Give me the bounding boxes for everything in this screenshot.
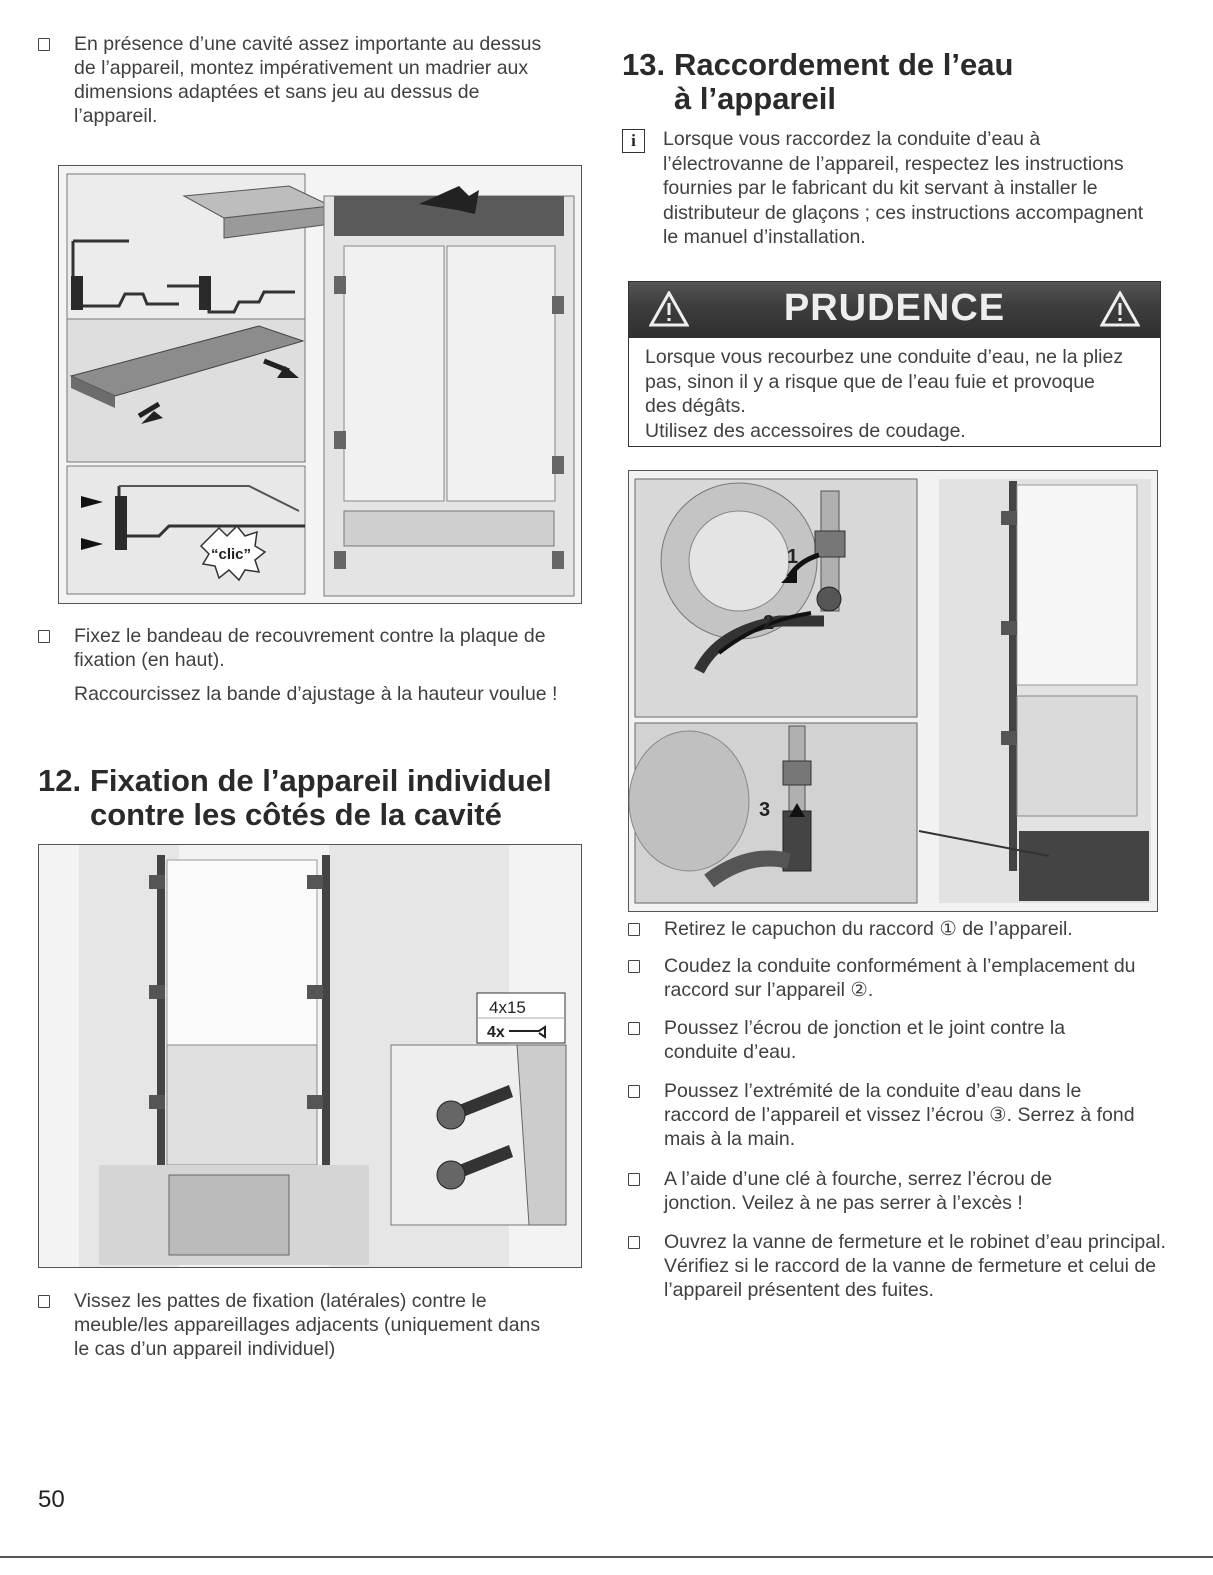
- caution-text-1: Lorsque vous recourbez une conduite d’eau, ne la pliez pas, sinon il y a risque que de l’eau fuie et provoque des dégâts.: [645, 346, 1124, 417]
- caution-header: [629, 282, 1160, 338]
- callout-2: 2: [763, 612, 775, 634]
- caution-box: [628, 281, 1161, 447]
- figure-side-fixing: [38, 844, 582, 1268]
- checkbox-bullet-icon: [38, 38, 50, 51]
- caution-body: [629, 338, 1160, 446]
- step-item: [628, 1230, 1168, 1302]
- step-text: Poussez l’écrou de jonction et le joint contre la conduite d’eau.: [664, 1017, 1066, 1063]
- step-text: Coudez la conduite conformément à l’emplacement du raccord sur l’appareil ②.: [664, 955, 1136, 1001]
- checkbox-bullet-icon: [628, 1085, 640, 1098]
- step-item: [628, 954, 1168, 1002]
- intro-text: En présence d’une cavité assez importante au dessus de l’appareil, montez impérativement un madrier aux dimensions adaptées et sans jeu au dessus de l’appareil.: [74, 33, 542, 127]
- step-text: Ouvrez la vanne de fermeture et le robinet d’eau principal. Vérifiez si le raccord de la vanne de fermeture et celui de l’appareil présentent des fuites.: [664, 1231, 1166, 1301]
- page-number: 50: [38, 1486, 65, 1513]
- checkbox-bullet-icon: [628, 1236, 640, 1249]
- screw-count-label: 4x15: [489, 998, 526, 1017]
- info-icon: i: [622, 129, 645, 153]
- warning-triangle-icon: [1100, 291, 1140, 327]
- fix-text-2: Raccourcissez la bande d’ajustage à la hauteur voulue !: [74, 683, 558, 705]
- clic-label: “clic”: [210, 546, 252, 563]
- section-12-line1: Fixation de l’appareil individuel: [90, 763, 552, 798]
- screw-count-icon-label: 4x: [487, 1024, 505, 1041]
- section-13-number: 13.: [622, 47, 666, 82]
- checkbox-bullet-icon: [628, 1173, 640, 1186]
- step-item: [628, 1016, 1128, 1064]
- step-text: Retirez le capuchon du raccord ① de l’appareil.: [664, 918, 1073, 940]
- section-13-line2: à l’appareil: [674, 81, 836, 116]
- screw-text: Vissez les pattes de fixation (latérales) contre le meuble/les appareillages adjacents (uniquement dans le cas d’un appareil individuel): [74, 1290, 541, 1360]
- step-item: [628, 1167, 1108, 1215]
- bullet-screw-brackets: [38, 1289, 558, 1361]
- step-text: Poussez l’extrémité de la conduite d’eau dans le raccord de l’appareil et vissez l’écrou ③. Serrez à fond mais à la main.: [664, 1080, 1135, 1150]
- checkbox-bullet-icon: [628, 960, 640, 973]
- step-text: A l’aide d’une clé à fourche, serrez l’écrou de jonction. Veilez à ne pas serrer à l’excès !: [664, 1168, 1053, 1214]
- caution-title: PRUDENCE: [783, 287, 1006, 329]
- checkbox-bullet-icon: [628, 1022, 640, 1035]
- section-13-heading: [622, 48, 1182, 116]
- info-text: Lorsque vous raccordez la conduite d’eau à l’électrovanne de l’appareil, respectez les instructions fournies par le fabricant du kit servant à installer le distributeur de glaçons ; ces instructions accompagnent le manuel d’installation.: [663, 128, 1144, 248]
- fix-text-1: Fixez le bandeau de recouvrement contre la plaque de fixation (en haut).: [74, 625, 546, 671]
- checkbox-bullet-icon: [38, 630, 50, 643]
- checkbox-bullet-icon: [38, 1295, 50, 1308]
- footer-divider: [0, 1556, 1213, 1558]
- step-item: [628, 917, 1168, 941]
- checkbox-bullet-icon: [628, 923, 640, 936]
- bullet-fix-cover: [38, 624, 578, 706]
- figure-water-connection: [628, 470, 1158, 912]
- figure-cover-strip: [58, 165, 582, 604]
- section-12-heading: [38, 764, 598, 832]
- caution-text-2: Utilisez des accessoires de coudage.: [645, 419, 966, 442]
- section-12-line2: contre les côtés de la cavité: [90, 797, 502, 832]
- callout-3: 3: [759, 799, 771, 821]
- bullet-intro: [38, 32, 558, 128]
- section-12-number: 12.: [38, 763, 82, 798]
- callout-1: 1: [787, 546, 799, 568]
- info-note: [622, 127, 1162, 250]
- step-item: [628, 1079, 1148, 1151]
- section-13-line1: Raccordement de l’eau: [674, 47, 1014, 82]
